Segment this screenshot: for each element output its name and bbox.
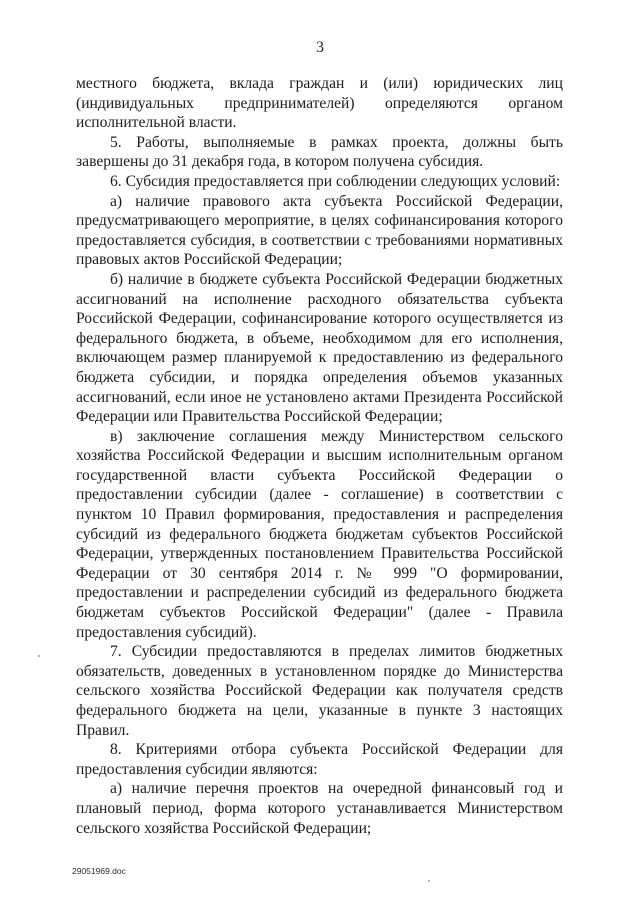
paragraph-item-5: 5. Работы, выполняемые в рамках проекта, должны быть завершены до 31 декабря года, в котором получена субсидия.: [76, 133, 563, 171]
paragraph-item-7: 7. Субсидии предоставляются в пределах лимитов бюджетных обязательств, доведенных в установленном порядке до Министерства сельского хозяйства Российской Федерации как получателя средств федерального бюджета на цели, указанные в пункте 3 настоящих Правил.: [76, 643, 563, 739]
subparagraph-6b: б) наличие в бюджете субъекта Российской Федерации бюджетных ассигнований на исполнение расходного обязательства субъекта Российской Федерации, софинансирование которого осуществляется из федерального бюджета, в объеме, необходимом для его исполнения, включающем размер планируемой к предоставлению из федерального бюджета субсидии, и порядка определения объемов указанных ассигнований, если иное не установлено актами Президента Российской Федерации или Правительства Российской Федерации;: [76, 270, 563, 426]
subparagraph-6a: а) наличие правового акта субъекта Российской Федерации, предусматривающего мероприятие, в целях софинансирования которого предоставляется субсидия, в соответствии с требованиями нормативных правовых актов Российской Федерации;: [76, 192, 563, 269]
page-number: 3: [316, 39, 324, 56]
footer-filename: 29051969.doc: [72, 866, 126, 876]
paragraph-item-8: 8. Критериями отбора субъекта Российской Федерации для предоставления субсидии являются:: [76, 741, 563, 778]
subparagraph-6v: в) заключение соглашения между Министерством сельского хозяйства Российской Федерации и высшим исполнительным органом государственной власти субъекта Российской Федерации о предоставлении субсидии (далее - соглашение) в соответствии с пунктом 10 Правил формирования, предоставления и распределения субсидий из федерального бюджета бюджетам субъектов Российской Федерации, утвержденных постановлением Правительства Российской Федерации от 30 сентября 2014 г. № 999 "О формировании, предоставлении и распределении субсидий из федерального бюджета бюджетам субъектов Российской Федерации" (далее - Правила предоставления субсидий).: [76, 427, 563, 641]
subparagraph-8a: а) наличие перечня проектов на очередной финансовый год и плановый период, форма которого устанавливается Министерством сельского хозяйства Российской Федерации;: [76, 780, 563, 837]
scan-speck: [38, 655, 40, 657]
paragraph-continuation: местного бюджета, вклада граждан и (или) юридических лиц (индивидуальных предпринимателей) определяются органом исполнительной власти.: [76, 75, 563, 132]
document-body: [76, 74, 563, 838]
scan-speck: [428, 880, 430, 882]
paragraph-item-6: 6. Субсидия предоставляется при соблюдении следующих условий:: [110, 172, 561, 190]
